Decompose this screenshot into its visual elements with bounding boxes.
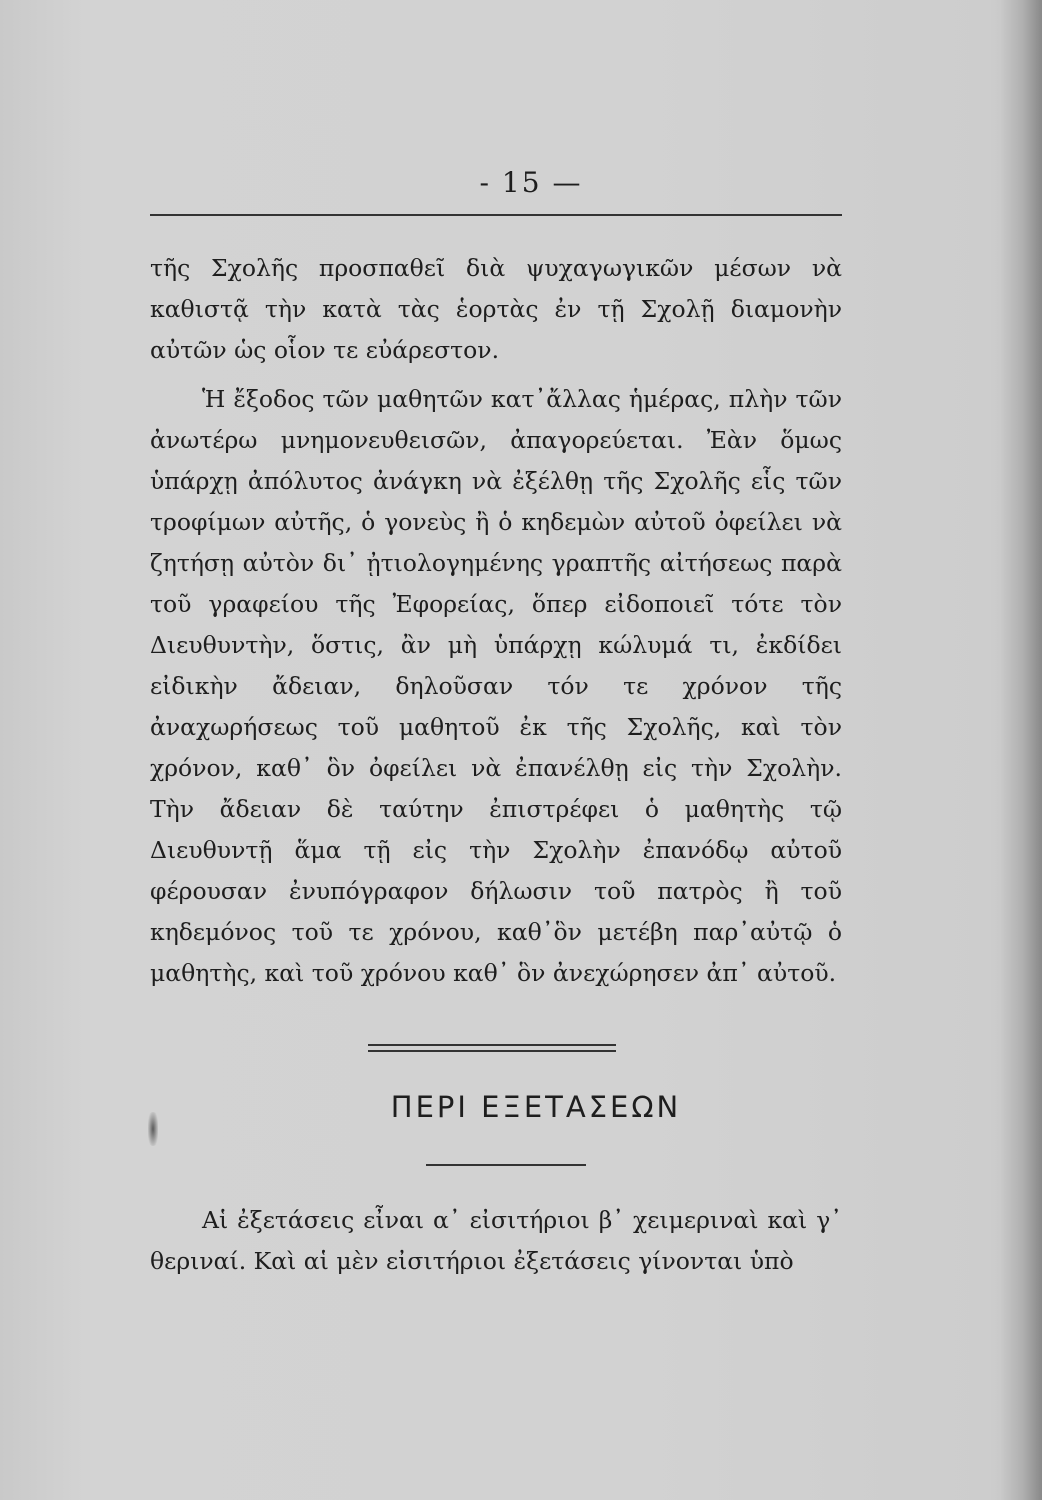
header-rule xyxy=(150,214,842,216)
page-edge-shadow xyxy=(1000,0,1042,1500)
paragraph-continuation: τῆς Σχολῆς προσπαθεῖ διὰ ψυχαγωγικῶν μέσων νὰ καθιστᾷ τὴν κατὰ τὰς ἑορτὰς ἐν τῇ Σχολῇ διαμονὴν αὐτῶν ὡς οἷον τε εὐάρεστον. xyxy=(150,254,842,364)
body-text-bottom xyxy=(150,1200,842,1282)
section-heading-underline xyxy=(426,1164,586,1166)
page-number: - 15 — xyxy=(479,166,583,199)
paragraph-leave-rules: Ἡ ἔξοδος τῶν μαθητῶν κατ᾽ἄλλας ἡμέρας, πλὴν τῶν ἀνωτέρω μνημονευθεισῶν, ἀπαγορεύεται. Ἐὰν ὅμως ὑπάρχῃ ἀπόλυτος ἀνάγκη νὰ ἐξέλθῃ τῆς Σχολῆς εἷς τῶν τροφίμων αὐτῆς, ὁ γονεὺς ἢ ὁ κηδεμὼν αὐτοῦ ὀφείλει νὰ ζητήσῃ αὐτὸν δι᾽ ᾐτιολογημένης γραπτῆς αἰτήσεως παρὰ τοῦ γραφείου τῆς Ἐφορείας, ὅπερ εἰδοποιεῖ τότε τὸν Διευθυντὴν, ὅστις, ἂν μὴ ὑπάρχῃ κώλυμά τι, ἐκδίδει εἰδικὴν ἄδειαν, δηλοῦσαν τόν τε χρόνον τῆς ἀναχωρήσεως τοῦ μαθητοῦ ἐκ τῆς Σχολῆς, καὶ τὸν χρόνον, καθ᾽ ὃν ὀφείλει νὰ ἐπανέλθῃ εἰς τὴν Σχολὴν. Τὴν ἄδειαν δὲ ταύτην ἐπιστρέφει ὁ μαθητὴς τῷ Διευθυντῇ ἅμα τῇ εἰς τὴν Σχολὴν ἐπανόδῳ αὐτοῦ φέρουσαν ἐνυπόγραφον δήλωσιν τοῦ πατρὸς ἢ τοῦ κηδεμόνος τοῦ τε χρόνου, καθ᾽ὃν μετέβη παρ᾽αὐτῷ ὁ μαθητὴς, καὶ τοῦ χρόνου καθ᾽ ὃν ἀνεχώρησεν ἀπ᾽ αὐτοῦ. xyxy=(150,385,842,987)
ink-speck xyxy=(148,1112,158,1146)
section-divider-double-rule xyxy=(368,1044,616,1052)
paragraph-exams: Αἱ ἐξετάσεις εἶναι α᾽ εἰσιτήριοι β᾽ χειμεριναὶ καὶ γ᾽ θεριναί. Καὶ αἱ μὲν εἰσιτήριοι ἐξετάσεις γίνονται ὑπὸ xyxy=(150,1206,842,1275)
section-heading: ΠΕΡΙ ΕΞΕΤΑΣΕΩΝ xyxy=(390,1090,682,1124)
body-text-top xyxy=(150,248,842,994)
